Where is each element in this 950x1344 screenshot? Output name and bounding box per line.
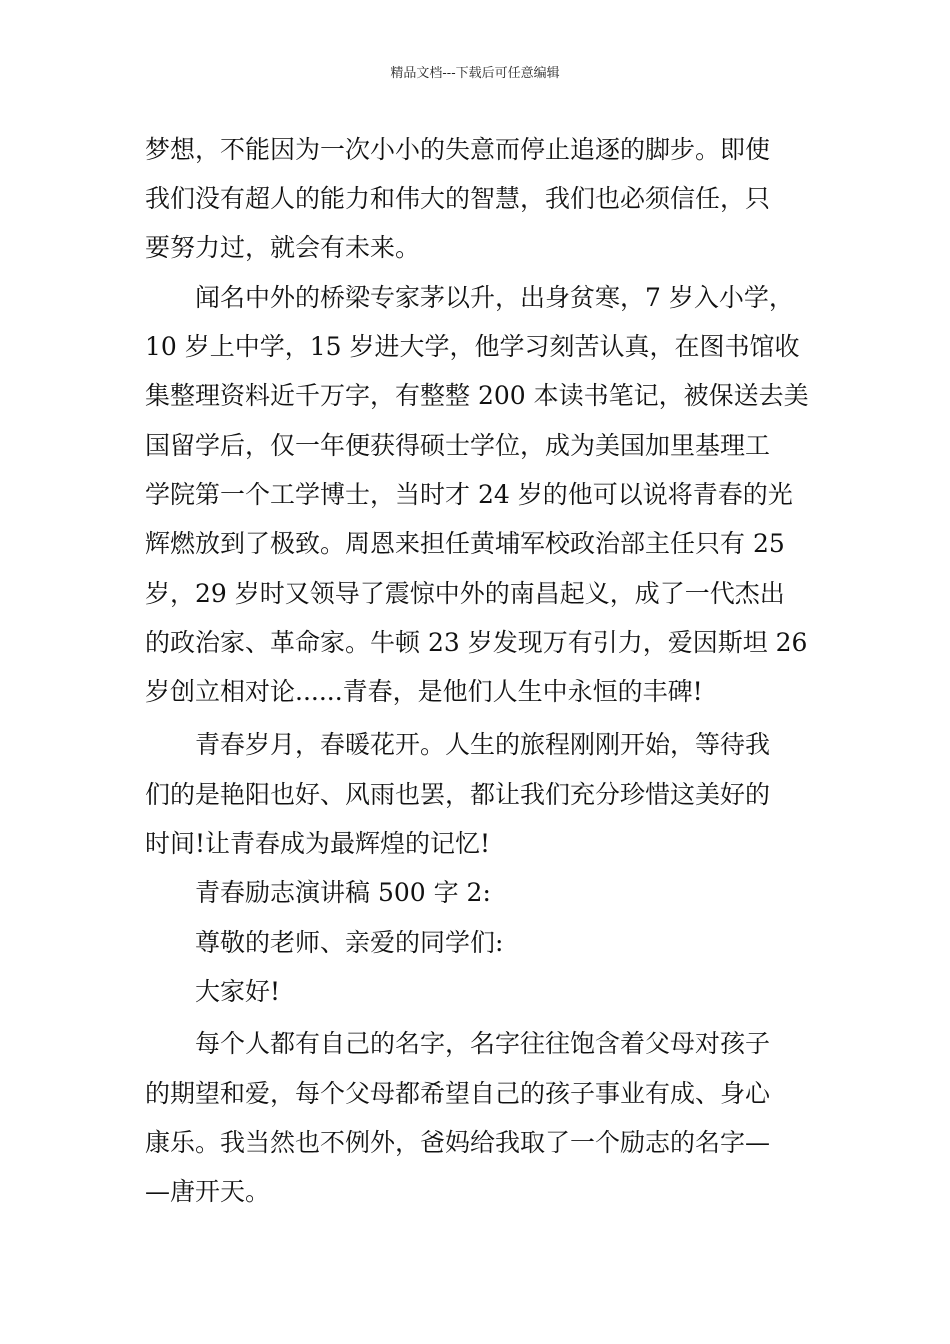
body-line: 10 岁上中学，15 岁进大学，他学习刻苦认真，在图书馆收 [145, 332, 800, 361]
body-line: 要努力过，就会有未来。 [145, 233, 421, 262]
body-line: 青春励志演讲稿 500 字 2: [145, 878, 491, 907]
body-line: 岁创立相对论......青春，是他们人生中永恒的丰碑! [145, 677, 703, 706]
body-line: 学院第一个工学博士，当时才 24 岁的他可以说将青春的光 [145, 480, 793, 509]
body-line: 青春岁月，春暖花开。人生的旅程刚刚开始，等待我 [145, 730, 771, 759]
body-line: 大家好! [145, 977, 281, 1006]
body-line: 岁，29 岁时又领导了震惊中外的南昌起义，成了一代杰出 [145, 579, 785, 608]
body-line: 每个人都有自己的名字，名字往往饱含着父母对孩子 [145, 1029, 771, 1058]
body-line: 尊敬的老师、亲爱的同学们: [145, 928, 504, 957]
body-line: —唐开天。 [145, 1177, 271, 1206]
page-header: 精品文档---下载后可任意编辑 [390, 66, 560, 81]
body-line: 集整理资料近千万字，有整整 200 本读书笔记，被保送去美 [145, 381, 809, 410]
body-line: 国留学后，仅一年便获得硕士学位，成为美国加里基理工 [145, 431, 771, 460]
body-line: 的期望和爱，每个父母都希望自己的孩子事业有成、身心 [145, 1079, 771, 1108]
body-line: 梦想，不能因为一次小小的失意而停止追逐的脚步。即使 [145, 135, 771, 164]
body-line: 康乐。我当然也不例外，爸妈给我取了一个励志的名字— [145, 1128, 771, 1157]
body-line: 我们没有超人的能力和伟大的智慧，我们也必须信任，只 [145, 184, 771, 213]
body-line: 闻名中外的桥梁专家茅以升，出身贫寒，7 岁入小学， [145, 283, 794, 312]
body-line: 辉燃放到了极致。周恩来担任黄埔军校政治部主任只有 25 [145, 529, 785, 558]
body-line: 们的是艳阳也好、风雨也罢，都让我们充分珍惜这美好的 [145, 780, 771, 809]
body-line: 时间!让青春成为最辉煌的记忆! [145, 829, 491, 858]
body-line: 的政治家、革命家。牛顿 23 岁发现万有引力，爱因斯坦 26 [145, 628, 808, 657]
